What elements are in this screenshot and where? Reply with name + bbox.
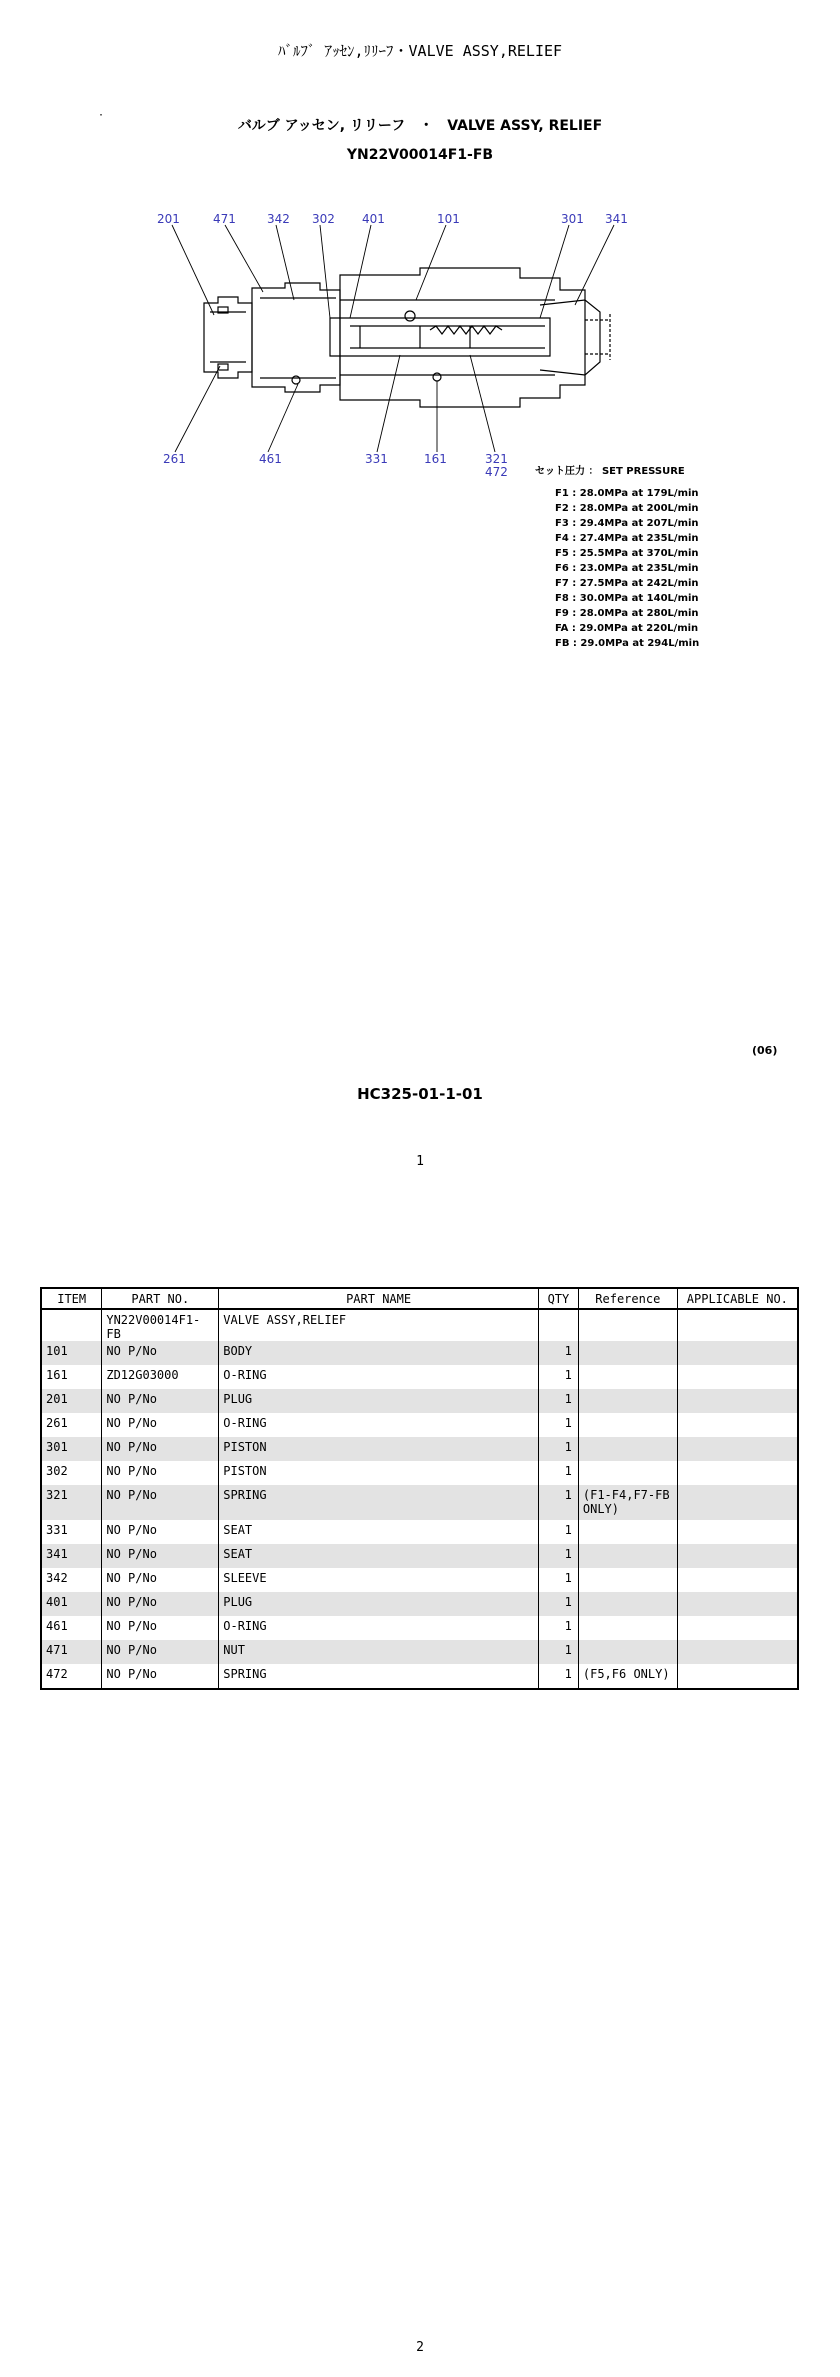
cell-part-no: ZD12G03000 — [102, 1365, 219, 1389]
page-header-title: ﾊﾞﾙﾌﾞ ｱｯｾﾝ,ﾘﾘｰﾌ・VALVE ASSY,RELIEF — [277, 42, 563, 60]
parts-table — [40, 1287, 799, 1690]
table-row — [41, 1664, 798, 1689]
table-row — [41, 1389, 798, 1413]
pressure-f9: F9 : 28.0MPa at 280L/min — [555, 608, 699, 619]
cell-part-name: SPRING — [219, 1664, 539, 1689]
pressure-f6: F6 : 23.0MPa at 235L/min — [555, 563, 699, 574]
cell-part-name: PLUG — [219, 1592, 539, 1616]
cell-applicable — [677, 1616, 798, 1640]
pressure-f8: F8 : 30.0MPa at 140L/min — [555, 593, 699, 604]
pressure-f4: F4 : 27.4MPa at 235L/min — [555, 533, 699, 544]
cell-part-no: YN22V00014F1-FB — [102, 1309, 219, 1341]
col-part-no: PART NO. — [102, 1288, 219, 1309]
cell-reference — [578, 1309, 677, 1341]
cell-reference — [578, 1461, 677, 1485]
cell-part-no: NO P/No — [102, 1520, 219, 1544]
callout-472: 472 — [485, 465, 508, 479]
cell-reference — [578, 1437, 677, 1461]
cell-part-name: PLUG — [219, 1389, 539, 1413]
cell-qty: 1 — [538, 1413, 578, 1437]
set-pressure-list — [555, 486, 699, 651]
cell-part-no: NO P/No — [102, 1389, 219, 1413]
cell-reference — [578, 1365, 677, 1389]
cell-reference — [578, 1616, 677, 1640]
table-row — [41, 1616, 798, 1640]
cell-qty: 1 — [538, 1341, 578, 1365]
cell-part-name: BODY — [219, 1341, 539, 1365]
callout-101: 101 — [437, 212, 460, 226]
cell-qty: 1 — [538, 1389, 578, 1413]
cell-item: 331 — [41, 1520, 102, 1544]
cell-item: 321 — [41, 1485, 102, 1520]
cell-qty: 1 — [538, 1616, 578, 1640]
callout-341: 341 — [605, 212, 628, 226]
cell-item: 471 — [41, 1640, 102, 1664]
cell-qty: 1 — [538, 1664, 578, 1689]
callout-321: 321 — [485, 452, 508, 466]
table-header-row — [41, 1288, 798, 1309]
valve-section-diagram — [150, 200, 630, 480]
pressure-f1: F1 : 28.0MPa at 179L/min — [555, 488, 699, 499]
cell-qty: 1 — [538, 1592, 578, 1616]
pressure-f5: F5 : 25.5MPa at 370L/min — [555, 548, 699, 559]
cell-item: 461 — [41, 1616, 102, 1640]
cell-applicable — [677, 1592, 798, 1616]
cell-part-name: PISTON — [219, 1461, 539, 1485]
cell-qty: 1 — [538, 1365, 578, 1389]
pressure-fa: FA : 29.0MPa at 220L/min — [555, 623, 699, 634]
pressure-f7: F7 : 27.5MPa at 242L/min — [555, 578, 699, 589]
cell-applicable — [677, 1365, 798, 1389]
table-row — [41, 1437, 798, 1461]
cell-item: 302 — [41, 1461, 102, 1485]
callout-471: 471 — [213, 212, 236, 226]
col-part-name: PART NAME — [219, 1288, 539, 1309]
cell-part-name: SPRING — [219, 1485, 539, 1520]
table-row — [41, 1365, 798, 1389]
cell-applicable — [677, 1485, 798, 1520]
o-ring-161-top — [405, 311, 415, 321]
cell-part-no: NO P/No — [102, 1592, 219, 1616]
cell-applicable — [677, 1520, 798, 1544]
cell-qty: 1 — [538, 1544, 578, 1568]
cell-qty — [538, 1309, 578, 1341]
cell-applicable — [677, 1413, 798, 1437]
table-row — [41, 1568, 798, 1592]
cell-applicable — [677, 1640, 798, 1664]
cell-part-no: NO P/No — [102, 1341, 219, 1365]
spring-321-shape — [430, 326, 502, 334]
callout-331: 331 — [365, 452, 388, 466]
callout-302: 302 — [312, 212, 335, 226]
callout-301: 301 — [561, 212, 584, 226]
cell-part-no: NO P/No — [102, 1664, 219, 1689]
cell-item: 201 — [41, 1389, 102, 1413]
cell-part-no: NO P/No — [102, 1568, 219, 1592]
cell-item: 261 — [41, 1413, 102, 1437]
cell-item: 301 — [41, 1437, 102, 1461]
o-ring-161-bottom — [433, 373, 441, 381]
cell-part-no: NO P/No — [102, 1437, 219, 1461]
cell-part-no: NO P/No — [102, 1544, 219, 1568]
body-101-shape — [340, 268, 585, 407]
cell-qty: 1 — [538, 1461, 578, 1485]
pressure-f2: F2 : 28.0MPa at 200L/min — [555, 503, 699, 514]
set-pressure-heading: セット圧力 ： SET PRESSURE — [535, 466, 685, 477]
table-row — [41, 1544, 798, 1568]
table-row — [41, 1341, 798, 1365]
col-applicable-no: APPLICABLE NO. — [677, 1288, 798, 1309]
table-row — [41, 1461, 798, 1485]
pressure-fb: FB : 29.0MPa at 294L/min — [555, 638, 700, 649]
col-reference: Reference — [578, 1288, 677, 1309]
cell-applicable — [677, 1544, 798, 1568]
cell-reference — [578, 1413, 677, 1437]
diagram-title: バルブ アッセン, リリーフ ・ VALVE ASSY, RELIEF — [237, 118, 603, 134]
callout-401: 401 — [362, 212, 385, 226]
cell-part-name: SLEEVE — [219, 1568, 539, 1592]
cell-item: 341 — [41, 1544, 102, 1568]
cell-applicable — [677, 1389, 798, 1413]
table-row — [41, 1413, 798, 1437]
cell-item: 401 — [41, 1592, 102, 1616]
cell-reference — [578, 1592, 677, 1616]
callout-342: 342 — [267, 212, 290, 226]
cell-reference — [578, 1640, 677, 1664]
cell-qty: 1 — [538, 1520, 578, 1544]
callout-161: 161 — [424, 452, 447, 466]
cell-applicable — [677, 1341, 798, 1365]
cell-part-name: VALVE ASSY,RELIEF — [219, 1309, 539, 1341]
cell-reference — [578, 1568, 677, 1592]
col-qty: QTY — [538, 1288, 578, 1309]
cell-applicable — [677, 1309, 798, 1341]
cell-part-name: O-RING — [219, 1413, 539, 1437]
cell-reference — [578, 1520, 677, 1544]
cell-applicable — [677, 1664, 798, 1689]
cell-part-no: NO P/No — [102, 1485, 219, 1520]
cell-reference — [578, 1389, 677, 1413]
cell-item: 161 — [41, 1365, 102, 1389]
callout-261: 261 — [163, 452, 186, 466]
seat-341-shape — [540, 300, 600, 375]
cell-part-no: NO P/No — [102, 1413, 219, 1437]
cell-reference — [578, 1341, 677, 1365]
cell-applicable — [677, 1437, 798, 1461]
cell-reference: (F5,F6 ONLY) — [578, 1664, 677, 1689]
callout-461: 461 — [259, 452, 282, 466]
cell-applicable — [677, 1568, 798, 1592]
table-row — [41, 1592, 798, 1616]
cell-reference: (F1-F4,F7-FB ONLY) — [578, 1485, 677, 1520]
cell-item — [41, 1309, 102, 1341]
figure-id: HC325-01-1-01 — [357, 1085, 483, 1103]
cell-item: 342 — [41, 1568, 102, 1592]
cell-qty: 1 — [538, 1485, 578, 1520]
cell-qty: 1 — [538, 1640, 578, 1664]
callout-201: 201 — [157, 212, 180, 226]
cell-part-name: O-RING — [219, 1616, 539, 1640]
cell-part-name: SEAT — [219, 1544, 539, 1568]
cell-part-name: SEAT — [219, 1520, 539, 1544]
piston-shape — [330, 318, 550, 356]
assembly-part-number: YN22V00014F1-FB — [346, 147, 494, 163]
cell-part-name: PISTON — [219, 1437, 539, 1461]
cell-qty: 1 — [538, 1437, 578, 1461]
page-number-1: 1 — [416, 1154, 424, 1169]
cell-applicable — [677, 1461, 798, 1485]
cell-item: 101 — [41, 1341, 102, 1365]
revision-label: (06) — [752, 1044, 778, 1057]
table-row — [41, 1309, 798, 1341]
cell-part-no: NO P/No — [102, 1461, 219, 1485]
stray-mark: · — [98, 110, 105, 121]
cell-item: 472 — [41, 1664, 102, 1689]
col-item: ITEM — [41, 1288, 102, 1309]
cell-qty: 1 — [538, 1568, 578, 1592]
page-number-2: 2 — [416, 2340, 424, 2355]
cell-part-name: O-RING — [219, 1365, 539, 1389]
pressure-f3: F3 : 29.4MPa at 207L/min — [555, 518, 699, 529]
cell-part-no: NO P/No — [102, 1640, 219, 1664]
cell-reference — [578, 1544, 677, 1568]
cell-part-name: NUT — [219, 1640, 539, 1664]
table-row — [41, 1640, 798, 1664]
cell-part-no: NO P/No — [102, 1616, 219, 1640]
table-row — [41, 1520, 798, 1544]
table-row — [41, 1485, 798, 1520]
